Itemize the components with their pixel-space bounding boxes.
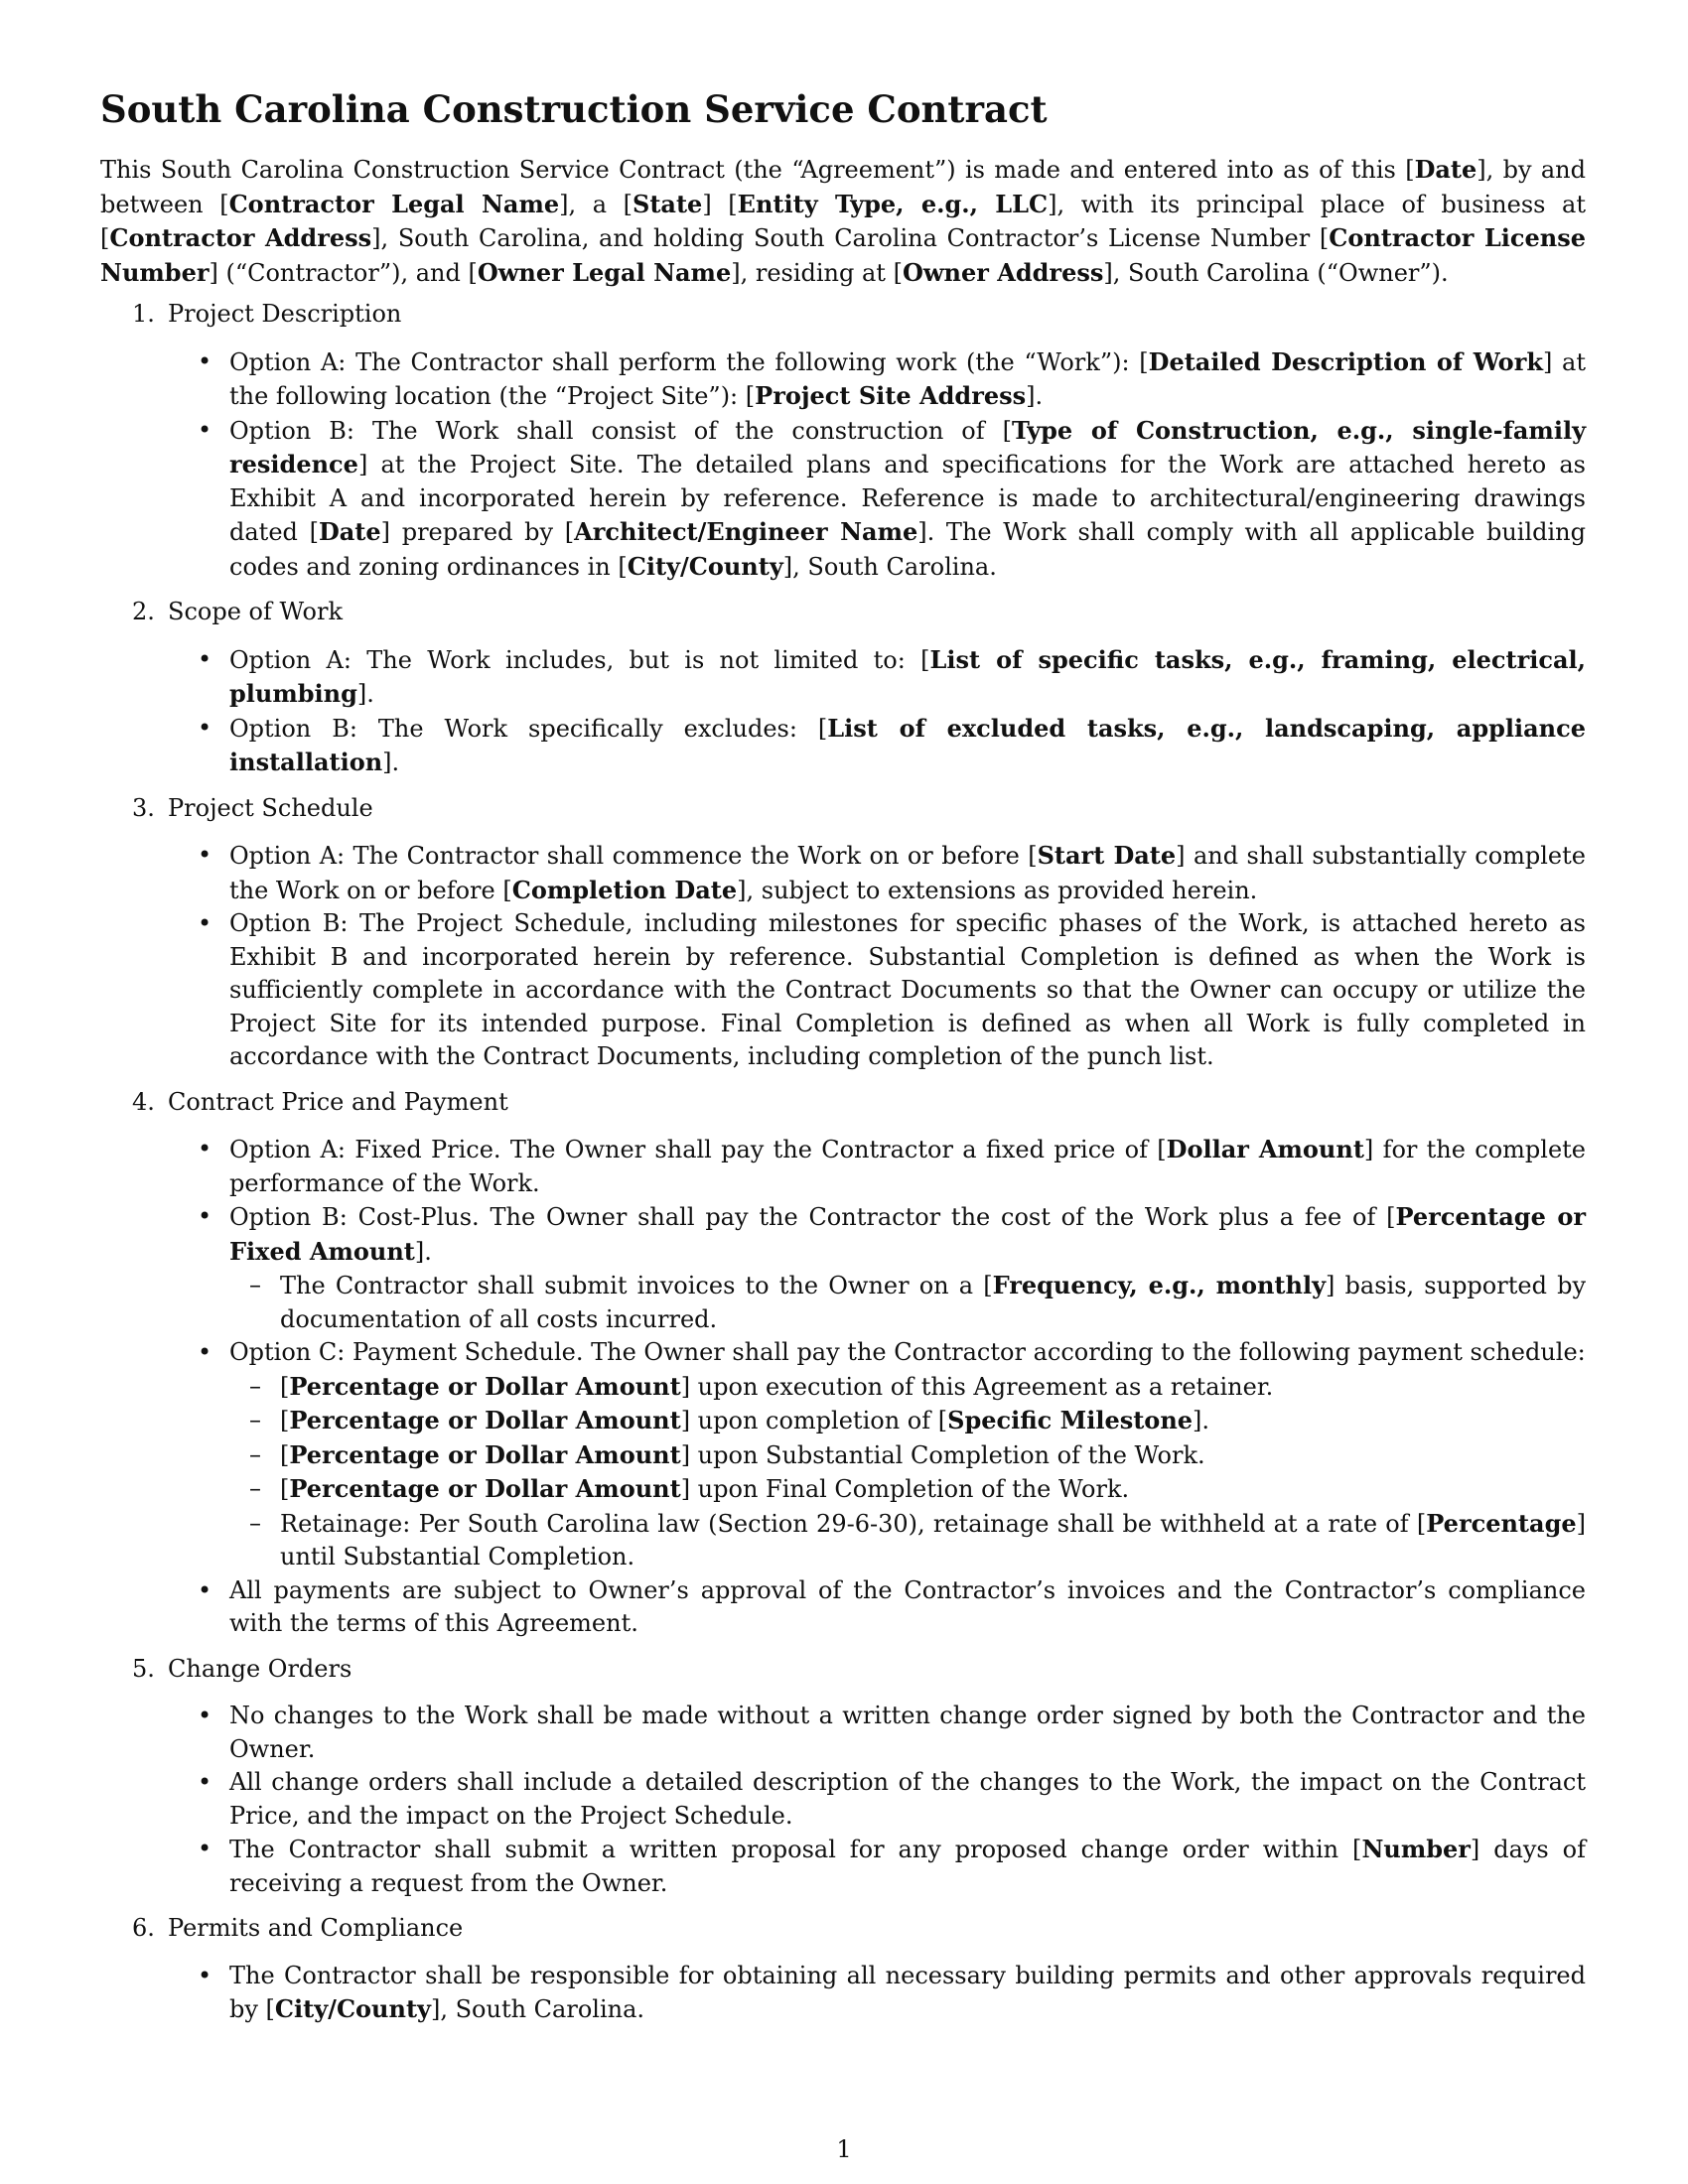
placeholder-field: Date <box>318 517 381 546</box>
section-number: 1. <box>132 300 155 328</box>
placeholder-field: List of specific tasks, e.g., framing, electrical, plumbing <box>229 644 1586 708</box>
section-title: Project Schedule <box>168 793 373 822</box>
placeholder-field: Detailed Description of Work <box>1148 346 1543 376</box>
bullet-text <box>229 1960 1586 2027</box>
placeholder-field: Dollar Amount <box>1166 1135 1364 1163</box>
placeholder-field: Percentage <box>1426 1508 1577 1538</box>
placeholder-field: Percentage or Dollar Amount <box>289 1474 681 1503</box>
bullet-item <box>100 1336 1586 1574</box>
section-title: Scope of Work <box>168 598 343 625</box>
text-run: ] at the Project Site. The detailed plans and specifications for the Work are attached hereto as Exhibit A and incorporated herein by reference. Reference is made to architectural/engineering drawings dated [ <box>229 451 1586 546</box>
bullet-text <box>229 345 1586 414</box>
bullet-item <box>100 1960 1586 2027</box>
placeholder-field: Date <box>1414 155 1477 184</box>
placeholder-field: Architect/Engineer Name <box>574 517 918 546</box>
text-run: The Contractor shall submit invoices to the Owner on a [ <box>280 1272 993 1299</box>
bullet-text <box>229 1766 1586 1833</box>
section-number: 2. <box>132 598 155 625</box>
text-run: The Contractor shall be responsible for obtaining all necessary building permits and other approvals required by [ <box>229 1961 1586 2023</box>
text-run: Option B: The Project Schedule, including milestones for specific phases of the Work, is attached hereto as Exhibit B and incorporated herein by reference. Substantial Completion is defined as when the Work is sufficiently complete in accordance with the Contract Documents so that the Owner can occupy or utilize the Project Site for its intended purpose. Final Completion is defined as when all Work is fully completed in accordance with the Contract Documents, including completion of the punch list. <box>229 909 1586 1070</box>
text-run: ] upon completion of [ <box>680 1407 948 1434</box>
bullet-text <box>229 1200 1586 1269</box>
section-number: 6. <box>132 1914 155 1942</box>
text-run: ]. <box>382 749 400 776</box>
bullet-item <box>100 1574 1586 1641</box>
text-run: ] upon Substantial Completion of the Work. <box>680 1440 1205 1469</box>
placeholder-field: Percentage or Dollar Amount <box>289 1439 681 1469</box>
placeholder-field: Specific Milestone <box>947 1406 1194 1434</box>
placeholder-field: Frequency, e.g., monthly <box>992 1271 1327 1299</box>
text-run: All change orders shall include a detailed description of the changes to the Work, the impact on the Contract Price, and the impact on the Project Schedule. <box>229 1768 1586 1830</box>
bullet-item <box>100 839 1586 907</box>
text-run: This South Carolina Construction Service Contract (the “Agreement”) is made and entered into as of this [ <box>100 156 1415 184</box>
sub-list <box>229 1370 1586 1574</box>
bullet-text <box>229 1574 1586 1641</box>
section-heading <box>100 1086 1586 1120</box>
bullet-text <box>229 643 1586 712</box>
text-run: Option A: The Work includes, but is not limited to: [ <box>229 645 930 674</box>
section <box>100 596 1586 780</box>
bullet-item <box>100 1766 1586 1833</box>
text-run: ], South Carolina, and holding South Carolina Contractor’s License Number [ <box>371 224 1330 252</box>
sub-item <box>229 1404 1586 1438</box>
section <box>100 298 1586 584</box>
placeholder-field: Type of Construction, e.g., single-family residence <box>229 415 1587 478</box>
text-run: No changes to the Work shall be made without a written change order signed by both the Contractor and the Owner. <box>229 1702 1586 1763</box>
text-run: ] upon execution of this Agreement as a retainer. <box>680 1372 1274 1401</box>
text-run: Option A: Fixed Price. The Owner shall pay the Contractor a fixed price of [ <box>229 1136 1167 1163</box>
intro-paragraph <box>100 153 1586 290</box>
placeholder-field: City/County <box>627 551 783 581</box>
section-heading <box>100 298 1586 332</box>
section-heading <box>100 1912 1586 1946</box>
bullet-text <box>229 839 1586 907</box>
text-run: ] upon Final Completion of the Work. <box>680 1475 1130 1503</box>
text-run: ] for the complete performance of the Work. <box>229 1136 1586 1197</box>
text-run: ] days of receiving a request from the Owner. <box>229 1836 1587 1897</box>
text-run: ], subject to extensions as provided herein. <box>737 876 1258 904</box>
bullet-item <box>100 414 1586 585</box>
text-run: ] prepared by [ <box>380 518 575 546</box>
placeholder-field: Owner Legal Name <box>477 257 732 287</box>
placeholder-field: Number <box>1361 1835 1471 1863</box>
text-run: Option A: The Contractor shall commence the Work on or before [ <box>229 842 1038 870</box>
text-run: ]. <box>1026 382 1044 410</box>
section-heading <box>100 596 1586 629</box>
section-title: Permits and Compliance <box>168 1914 464 1942</box>
text-run: The Contractor shall submit a written proposal for any proposed change order within [ <box>229 1836 1362 1863</box>
text-run: Retainage: Per South Carolina law (Section 29-6-30), retainage shall be withheld at a rate of [ <box>280 1509 1427 1538</box>
bullet-list <box>100 839 1586 1074</box>
placeholder-field: State <box>633 189 703 218</box>
page-number: 1 <box>836 2135 852 2163</box>
text-run: ], by and between [ <box>100 156 1586 218</box>
document-title: South Carolina Construction Service Contract <box>100 87 1048 131</box>
bullet-text <box>229 1133 1586 1200</box>
placeholder-field: List of excluded tasks, e.g., landscaping, appliance installation <box>229 713 1586 776</box>
section-number: 3. <box>132 793 155 822</box>
bullet-list <box>100 643 1586 780</box>
text-run: All payments are subject to Owner’s approval of the Contractor’s invoices and the Contractor’s compliance with the terms of this Agreement. <box>229 1575 1586 1637</box>
bullet-text <box>229 712 1586 780</box>
text-run: Option C: Payment Schedule. The Owner shall pay the Contractor according to the following payment schedule: <box>229 1338 1586 1366</box>
text-run: ], South Carolina (“Owner”). <box>1103 258 1449 287</box>
section <box>100 1653 1586 1901</box>
text-run: [ <box>280 1372 290 1401</box>
text-run: ]. <box>1193 1407 1210 1434</box>
placeholder-field: Owner Address <box>902 257 1104 287</box>
section-title: Change Orders <box>168 1654 352 1683</box>
bullet-list <box>100 345 1586 585</box>
placeholder-field: Contractor Address <box>109 223 372 252</box>
bullet-item <box>100 1200 1586 1336</box>
text-run: Option B: Cost-Plus. The Owner shall pay the Contractor the cost of the Work plus a fee of [ <box>229 1203 1396 1231</box>
text-run: [ <box>280 1440 290 1469</box>
placeholder-field: Entity Type, e.g., LLC <box>737 189 1049 218</box>
section-list <box>100 298 1586 2027</box>
placeholder-field: Completion Date <box>511 875 738 904</box>
placeholder-field: Start Date <box>1037 841 1177 870</box>
placeholder-field: Percentage or Dollar Amount <box>289 1371 681 1401</box>
text-run: ], residing at [ <box>731 258 903 287</box>
bullet-text <box>229 1700 1586 1766</box>
bullet-text <box>229 907 1586 1074</box>
section-number: 4. <box>132 1087 155 1116</box>
section <box>100 1086 1586 1641</box>
text-run: ]. The Work shall comply with all applicable building codes and zoning ordinances in [ <box>229 518 1587 581</box>
bullet-text <box>229 414 1586 585</box>
section-heading <box>100 1653 1586 1687</box>
bullet-item <box>100 1133 1586 1200</box>
sub-item <box>229 1370 1586 1405</box>
section <box>100 1912 1586 2027</box>
sub-item <box>229 1438 1586 1473</box>
bullet-item <box>100 345 1586 414</box>
text-run: ], with its principal place of business at [ <box>100 190 1587 252</box>
text-run: ] (“Contractor”), and [ <box>209 258 478 287</box>
bullet-list <box>100 1960 1586 2027</box>
bullet-list <box>100 1700 1586 1900</box>
placeholder-field: Percentage or Dollar Amount <box>289 1406 681 1434</box>
text-run: ] at the following location (the “Project Site”): [ <box>229 347 1586 410</box>
sub-item <box>229 1507 1586 1574</box>
text-run: ] basis, supported by documentation of all costs incurred. <box>280 1272 1587 1333</box>
bullet-text <box>229 1336 1586 1370</box>
bullet-item <box>100 643 1586 712</box>
bullet-item <box>100 712 1586 780</box>
bullet-item <box>100 1833 1586 1900</box>
text-run: [ <box>280 1475 290 1503</box>
bullet-text <box>229 1833 1586 1900</box>
text-run: Option B: The Work specifically excludes: [ <box>229 714 828 743</box>
text-run: Option B: The Work shall consist of the construction of [ <box>229 416 1012 445</box>
text-run: ], South Carolina. <box>430 1995 645 2023</box>
placeholder-field: Percentage or Fixed Amount <box>229 1202 1587 1266</box>
section-number: 5. <box>132 1654 155 1683</box>
text-run: ] until Substantial Completion. <box>280 1509 1586 1570</box>
text-run: ]. <box>414 1237 432 1266</box>
bullet-list <box>100 1133 1586 1641</box>
text-run: ], South Carolina. <box>782 552 997 581</box>
section-title: Contract Price and Payment <box>168 1087 508 1116</box>
placeholder-field: Contractor Legal Name <box>228 189 560 218</box>
text-run: ] and shall substantially complete the Work on or before [ <box>229 842 1586 904</box>
sub-item <box>229 1269 1586 1336</box>
document-body <box>100 85 1586 2039</box>
bullet-item <box>100 907 1586 1074</box>
placeholder-field: City/County <box>274 1994 431 2023</box>
text-run: ]. <box>356 680 374 708</box>
section <box>100 792 1586 1074</box>
bullet-item <box>100 1700 1586 1766</box>
text-run: ] [ <box>702 190 738 218</box>
placeholder-field: Project Site Address <box>755 381 1027 410</box>
sub-item <box>229 1472 1586 1507</box>
text-run: [ <box>280 1407 290 1434</box>
text-run: Option A: The Contractor shall perform the following work (the “Work”): [ <box>229 347 1149 376</box>
section-title: Project Description <box>168 300 402 328</box>
sub-list <box>229 1269 1586 1336</box>
placeholder-field: Contractor License Number <box>100 223 1586 287</box>
text-run: ], a [ <box>559 190 633 218</box>
section-heading <box>100 792 1586 826</box>
